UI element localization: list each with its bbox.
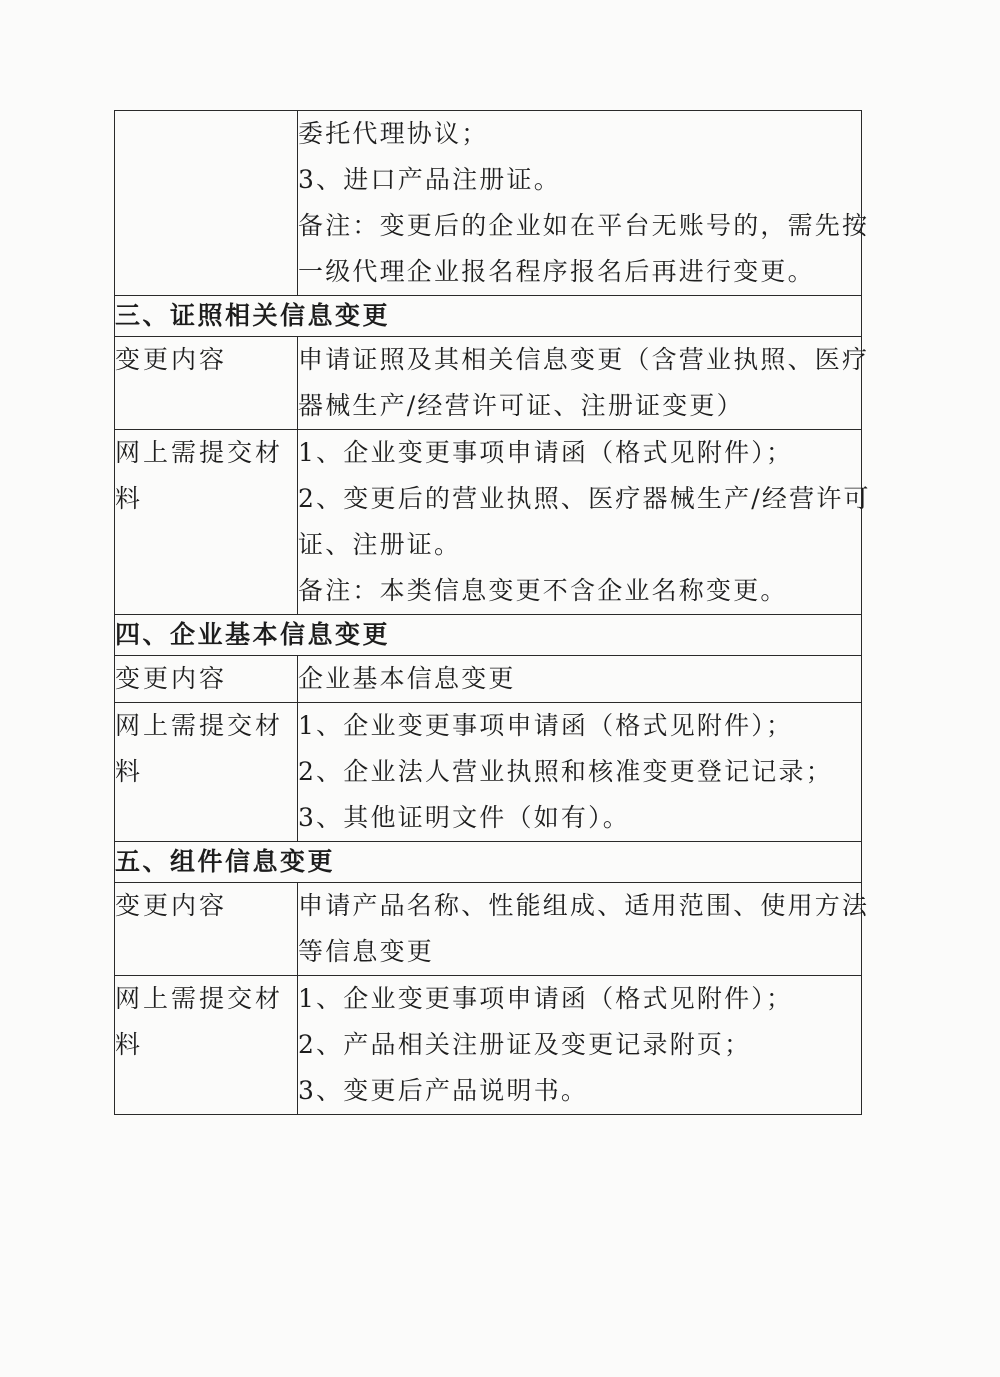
section-title: 三、证照相关信息变更 — [115, 296, 862, 337]
materials-row — [115, 430, 862, 615]
continuation-content-cell — [298, 111, 870, 296]
section-heading-row — [115, 615, 862, 656]
content-line: 3、变更后产品说明书。 — [298, 1076, 589, 1105]
materials-cell — [298, 703, 862, 842]
content-line: 1、企业变更事项申请函（格式见附件）； — [298, 438, 794, 467]
materials-cell — [298, 430, 871, 615]
continuation-label-cell — [115, 111, 298, 296]
change-content-cell — [298, 337, 870, 430]
content-line: 2、企业法人营业执照和核准变更登记记录； — [298, 757, 833, 786]
section-heading-row — [115, 842, 862, 883]
content-line: 委托代理协议； — [298, 119, 489, 148]
change-requirements-table — [114, 110, 871, 1115]
content-line: 3、其他证明文件（如有）。 — [298, 803, 631, 832]
materials-label: 网上需提交材料 — [115, 703, 298, 842]
content-line: 3、进口产品注册证。 — [298, 165, 561, 194]
change-content-label: 变更内容 — [115, 883, 298, 976]
content-line: 备注：本类信息变更不含企业名称变更。 — [298, 576, 788, 605]
continuation-row — [115, 111, 862, 296]
change-content-row — [115, 883, 862, 976]
content-line: 申请证照及其相关信息变更（含营业执照、医疗 — [298, 345, 870, 374]
content-line: 一级代理企业报名程序报名后再进行变更。 — [298, 257, 815, 286]
content-line: 1、企业变更事项申请函（格式见附件）； — [298, 711, 794, 740]
materials-label: 网上需提交材料 — [115, 430, 298, 615]
content-line: 器械生产/经营许可证、注册证变更） — [298, 391, 744, 420]
content-line: 证、注册证。 — [298, 530, 462, 559]
change-content-label: 变更内容 — [115, 337, 298, 430]
materials-row — [115, 703, 862, 842]
section-title: 四、企业基本信息变更 — [115, 615, 862, 656]
content-line: 等信息变更 — [298, 937, 435, 966]
content-line: 企业基本信息变更 — [298, 664, 516, 693]
change-content-row — [115, 337, 862, 430]
change-content-cell — [298, 883, 870, 976]
change-content-cell — [298, 656, 862, 703]
section-title: 五、组件信息变更 — [115, 842, 862, 883]
change-content-row — [115, 656, 862, 703]
content-line: 2、产品相关注册证及变更记录附页； — [298, 1030, 752, 1059]
section-heading-row — [115, 296, 862, 337]
materials-label: 网上需提交材料 — [115, 976, 298, 1115]
materials-row — [115, 976, 862, 1115]
materials-cell — [298, 976, 862, 1115]
content-line: 2、变更后的营业执照、医疗器械生产/经营许可 — [298, 484, 871, 513]
content-line: 1、企业变更事项申请函（格式见附件）； — [298, 984, 794, 1013]
content-line: 申请产品名称、性能组成、适用范围、使用方法 — [298, 891, 870, 920]
content-line: 备注：变更后的企业如在平台无账号的，需先按 — [298, 211, 870, 240]
change-content-label: 变更内容 — [115, 656, 298, 703]
